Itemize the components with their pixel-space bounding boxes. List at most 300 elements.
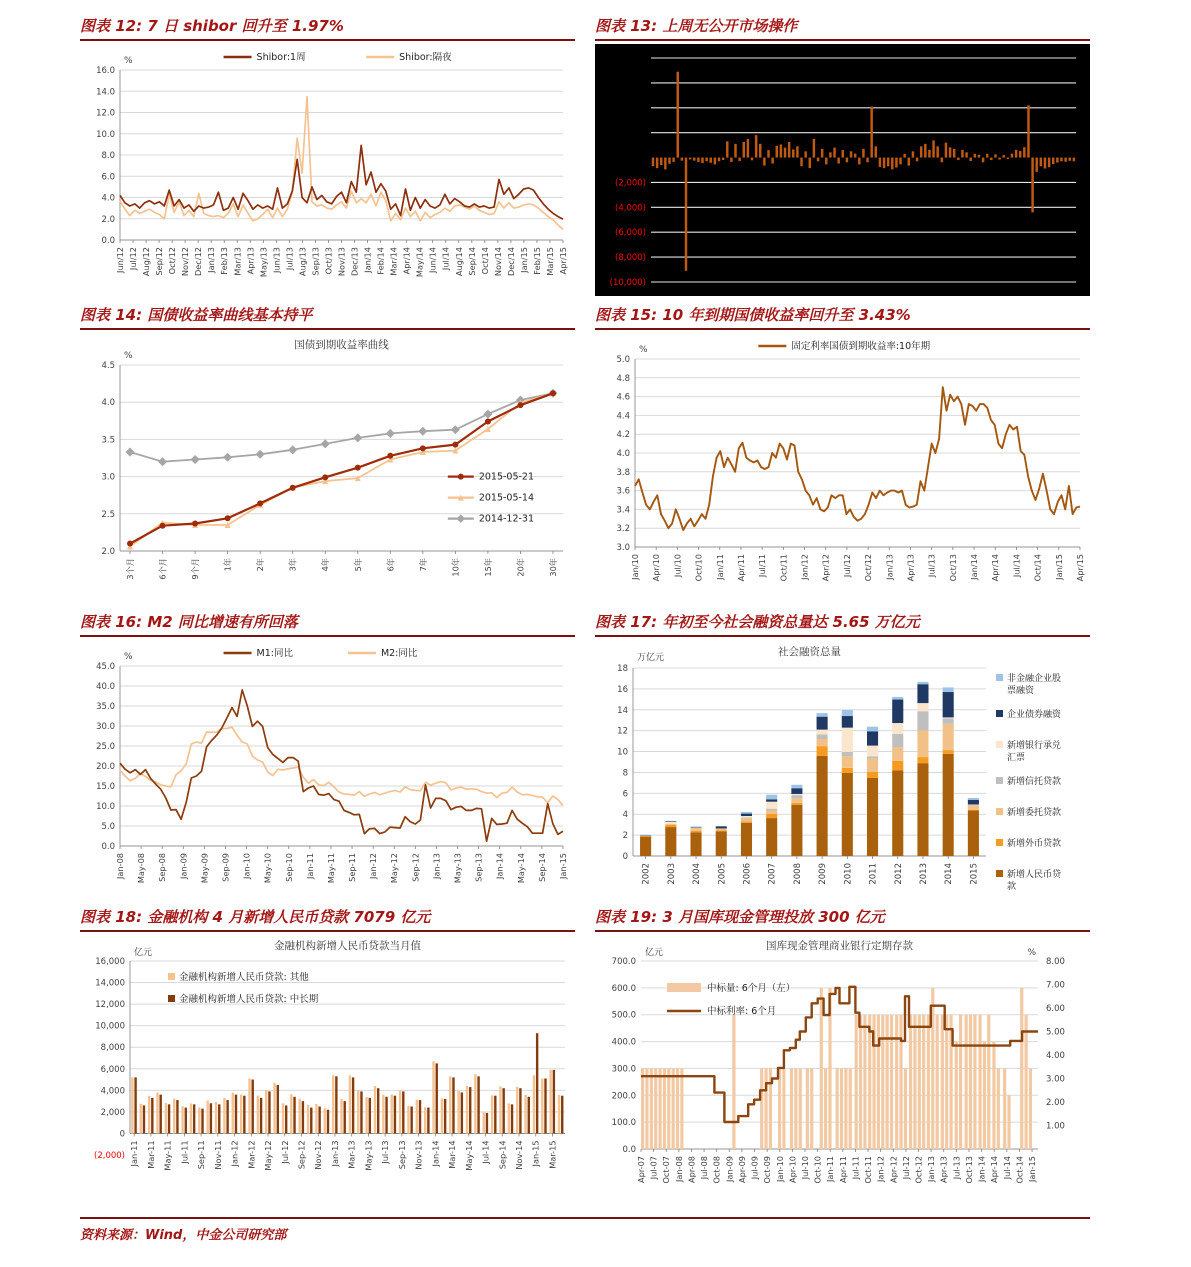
figure-19-block (595, 907, 1090, 1207)
svg-text:Oct/11: Oct/11 (778, 554, 789, 582)
figure-16-title: 图表 16: M2 同比增速有所回落 (80, 612, 575, 637)
svg-text:Jul-13: Jul-13 (380, 1140, 391, 1164)
svg-text:2011: 2011 (868, 863, 879, 885)
svg-text:Jan/10: Jan/10 (630, 554, 640, 580)
svg-text:2009: 2009 (818, 863, 829, 885)
svg-text:M1:同比: M1:同比 (256, 648, 294, 659)
svg-text:4.4: 4.4 (616, 411, 630, 422)
figure-17-title: 图表 17: 年初至今社会融资总量达 5.65 万亿元 (595, 612, 1090, 637)
svg-text:May/14: May/14 (414, 247, 425, 278)
svg-text:Dec/13: Dec/13 (349, 247, 360, 277)
svg-text:Mar/13: Mar/13 (232, 247, 243, 276)
svg-text:Jul/13: Jul/13 (284, 247, 295, 271)
svg-text:0.0: 0.0 (622, 1145, 636, 1155)
svg-text:Jan/13: Jan/13 (884, 554, 895, 580)
svg-text:10: 10 (617, 747, 628, 758)
svg-text:非金融企业股: 非金融企业股 (1007, 674, 1062, 684)
svg-text:款: 款 (1007, 882, 1017, 892)
figure-14-title: 图表 14: 国债收益率曲线基本持平 (80, 305, 575, 330)
svg-text:3.8: 3.8 (616, 467, 630, 478)
svg-text:6,000: 6,000 (100, 1064, 125, 1075)
svg-text:Nov-11: Nov-11 (212, 1140, 223, 1170)
svg-text:4.0: 4.0 (101, 193, 115, 204)
figure-15-title: 图表 15: 10 年到期国债收益率回升至 3.43% (595, 305, 1090, 330)
svg-text:2003: 2003 (666, 863, 677, 885)
svg-text:Jan-09: Jan-09 (178, 853, 189, 879)
svg-text:Apr-07: Apr-07 (636, 1156, 646, 1184)
svg-text:10年: 10年 (450, 558, 461, 577)
svg-text:Jul/12: Jul/12 (128, 247, 139, 271)
svg-text:%: % (124, 652, 133, 662)
svg-text:2010: 2010 (843, 863, 854, 885)
figure-12-chart (80, 44, 575, 296)
svg-text:Oct-09: Oct-09 (762, 1156, 773, 1184)
svg-text:Sep-13: Sep-13 (473, 853, 484, 882)
svg-text:Apr/10: Apr/10 (651, 554, 662, 582)
svg-text:Jan-09: Jan-09 (724, 1156, 735, 1182)
svg-text:Sep/12: Sep/12 (154, 247, 165, 276)
svg-text:Jan-11: Jan-11 (825, 1156, 836, 1182)
svg-text:Aug/13: Aug/13 (297, 247, 308, 277)
svg-text:固定利率国债到期收益率:10年期: 固定利率国债到期收益率:10年期 (791, 341, 931, 352)
svg-text:4.8: 4.8 (616, 373, 630, 384)
svg-text:Oct-11: Oct-11 (863, 1156, 874, 1184)
svg-text:Apr-12: Apr-12 (888, 1156, 899, 1184)
svg-text:Apr-11: Apr-11 (837, 1156, 848, 1184)
svg-text:Sep/14: Sep/14 (466, 247, 477, 276)
svg-text:6.00: 6.00 (1046, 1004, 1065, 1014)
svg-text:600.0: 600.0 (611, 983, 636, 994)
svg-text:Jan/13: Jan/13 (206, 247, 217, 273)
svg-text:8,000: 8,000 (100, 1043, 125, 1054)
svg-text:May-10: May-10 (262, 853, 273, 884)
svg-text:6.0: 6.0 (101, 172, 115, 183)
svg-text:Feb/14: Feb/14 (375, 247, 386, 275)
svg-text:Jul-12: Jul-12 (279, 1140, 290, 1164)
svg-text:Mar-13: Mar-13 (346, 1140, 357, 1169)
svg-text:国债到期收益率曲线: 国债到期收益率曲线 (294, 339, 389, 351)
svg-text:Jul-12: Jul-12 (900, 1156, 911, 1180)
svg-text:10.0: 10.0 (96, 802, 115, 812)
svg-text:Jul/14: Jul/14 (1011, 554, 1022, 578)
svg-text:Mar-11: Mar-11 (145, 1140, 156, 1169)
svg-text:Jan/15: Jan/15 (518, 247, 529, 273)
svg-text:Oct/14: Oct/14 (479, 247, 490, 275)
svg-text:4.00: 4.00 (1046, 1051, 1065, 1061)
svg-text:May-09: May-09 (199, 853, 210, 884)
svg-text:3年: 3年 (287, 558, 298, 572)
svg-text:Jul-11: Jul-11 (850, 1156, 861, 1180)
svg-text:Jan-15: Jan-15 (558, 853, 568, 879)
svg-text:Jul/10: Jul/10 (672, 554, 683, 578)
svg-text:Shibor:隔夜: Shibor:隔夜 (399, 52, 452, 63)
svg-text:Aug/14: Aug/14 (453, 247, 464, 277)
svg-text:15年: 15年 (482, 558, 493, 577)
svg-text:3.0: 3.0 (101, 472, 115, 483)
svg-text:Mar/15: Mar/15 (544, 247, 555, 276)
svg-text:Oct-07: Oct-07 (661, 1156, 672, 1184)
svg-text:8.00: 8.00 (1046, 957, 1065, 967)
svg-text:4.6: 4.6 (616, 392, 630, 403)
svg-text:Apr/11: Apr/11 (735, 554, 746, 582)
svg-text:Jan-13: Jan-13 (329, 1140, 340, 1167)
svg-text:2,000: 2,000 (100, 1107, 125, 1118)
svg-text:3.6: 3.6 (616, 486, 630, 497)
figure-18-block (80, 907, 575, 1207)
svg-text:3个月: 3个月 (125, 558, 135, 580)
figure-13-chart (595, 44, 1090, 296)
figure-13-title: 图表 13: 上周无公开市场操作 (595, 16, 1090, 41)
svg-text:Jan-14: Jan-14 (494, 853, 505, 879)
svg-text:Apr-10: Apr-10 (787, 1156, 798, 1184)
svg-text:汇票: 汇票 (1007, 753, 1026, 763)
svg-text:Jul/11: Jul/11 (757, 554, 768, 578)
svg-text:Jun/13: Jun/13 (271, 247, 282, 273)
svg-text:3.4: 3.4 (616, 505, 630, 516)
svg-text:Mar-12: Mar-12 (246, 1140, 257, 1169)
svg-text:新增外币贷款: 新增外币贷款 (1007, 839, 1062, 849)
svg-text:(2,000): (2,000) (615, 178, 646, 189)
svg-text:Jan/14: Jan/14 (362, 247, 373, 273)
svg-text:Jan-13: Jan-13 (926, 1156, 937, 1182)
data-source: 资料来源：Wind，中金公司研究部 (80, 1228, 287, 1243)
svg-text:4.5: 4.5 (101, 361, 115, 371)
svg-text:Jul/13: Jul/13 (926, 554, 937, 578)
svg-text:新增人民币贷: 新增人民币贷 (1007, 870, 1062, 880)
svg-text:2013: 2013 (918, 863, 929, 885)
svg-text:2015-05-14: 2015-05-14 (478, 492, 535, 504)
svg-text:9个月: 9个月 (190, 558, 201, 580)
svg-text:400.0: 400.0 (611, 1037, 636, 1048)
svg-text:10,000: 10,000 (95, 1021, 125, 1032)
svg-text:Jul/14: Jul/14 (440, 247, 451, 271)
svg-text:Oct/10: Oct/10 (693, 554, 704, 582)
svg-text:16,000: 16,000 (95, 957, 125, 967)
svg-text:Aug/12: Aug/12 (141, 247, 152, 277)
svg-text:Jul/12: Jul/12 (841, 554, 852, 578)
svg-text:Mar-14: Mar-14 (447, 1140, 458, 1169)
svg-text:(2,000): (2,000) (94, 1151, 125, 1161)
figure-14-block (80, 305, 575, 603)
svg-text:3.5: 3.5 (101, 435, 115, 446)
svg-text:Sep-12: Sep-12 (410, 853, 421, 882)
svg-text:7年: 7年 (417, 558, 428, 572)
svg-text:Jul-14: Jul-14 (480, 1140, 491, 1164)
svg-text:Jan-10: Jan-10 (241, 853, 252, 879)
svg-text:10.0: 10.0 (96, 129, 115, 140)
svg-text:5.0: 5.0 (616, 355, 630, 365)
svg-text:8: 8 (622, 768, 628, 779)
svg-text:Jan-15: Jan-15 (530, 1140, 541, 1167)
svg-text:40.0: 40.0 (96, 682, 115, 692)
figure-16-block (80, 612, 575, 898)
svg-text:(4,000): (4,000) (615, 203, 646, 214)
svg-text:4年: 4年 (320, 558, 331, 572)
svg-text:2004: 2004 (692, 863, 703, 885)
svg-text:Oct-10: Oct-10 (812, 1156, 823, 1184)
svg-text:May-14: May-14 (515, 853, 526, 884)
svg-text:Dec/14: Dec/14 (505, 247, 516, 277)
svg-text:8.0: 8.0 (101, 151, 115, 161)
svg-text:Feb/13: Feb/13 (219, 247, 230, 275)
svg-text:%: % (124, 351, 133, 361)
svg-text:Jul-08: Jul-08 (699, 1156, 710, 1180)
svg-text:Oct-14: Oct-14 (1014, 1156, 1025, 1184)
svg-text:3.00: 3.00 (1046, 1074, 1065, 1085)
svg-text:2008: 2008 (792, 863, 803, 885)
svg-text:国库现金管理商业银行定期存款: 国库现金管理商业银行定期存款 (766, 940, 913, 952)
svg-text:16.0: 16.0 (96, 66, 115, 76)
figure-12-title: 图表 12: 7 日 shibor 回升至 1.97% (80, 16, 575, 41)
svg-text:Oct-12: Oct-12 (913, 1156, 924, 1184)
svg-text:中标利率: 6个月: 中标利率: 6个月 (707, 1006, 777, 1017)
svg-text:%: % (1027, 948, 1036, 958)
svg-text:20年: 20年 (515, 558, 526, 577)
figure-18-title: 图表 18: 金融机构 4 月新增人民币贷款 7079 亿元 (80, 907, 575, 932)
svg-text:Sep-14: Sep-14 (497, 1140, 508, 1170)
svg-text:Jul-14: Jul-14 (1001, 1156, 1012, 1180)
svg-text:Jan-11: Jan-11 (304, 853, 315, 879)
svg-text:May-13: May-13 (452, 853, 463, 884)
svg-text:Nov-12: Nov-12 (313, 1140, 324, 1170)
svg-text:May/13: May/13 (258, 247, 269, 278)
svg-text:Apr/12: Apr/12 (820, 554, 831, 582)
svg-text:30.0: 30.0 (96, 722, 115, 732)
svg-text:100.0: 100.0 (611, 1118, 636, 1129)
svg-text:Sep-11: Sep-11 (196, 1140, 207, 1170)
figure-17-block (595, 612, 1090, 898)
svg-text:6年: 6年 (385, 558, 396, 572)
svg-text:15.0: 15.0 (96, 782, 115, 792)
svg-text:1年: 1年 (222, 558, 233, 572)
svg-text:Jun/14: Jun/14 (427, 247, 438, 273)
svg-text:2.5: 2.5 (101, 509, 115, 520)
svg-text:Feb/15: Feb/15 (531, 247, 542, 275)
svg-text:2年: 2年 (255, 558, 266, 572)
svg-text:3.2: 3.2 (616, 524, 630, 535)
svg-text:2.0: 2.0 (101, 214, 115, 225)
svg-text:35.0: 35.0 (96, 702, 115, 712)
svg-text:Nov/14: Nov/14 (492, 247, 503, 277)
svg-text:Apr-13: Apr-13 (938, 1156, 949, 1184)
svg-text:亿元: 亿元 (134, 948, 153, 958)
figure-12-block (80, 16, 575, 296)
svg-text:Oct/13: Oct/13 (947, 554, 958, 582)
svg-text:0: 0 (119, 1129, 125, 1140)
svg-text:5.0: 5.0 (101, 822, 115, 832)
svg-text:(10,000): (10,000) (609, 278, 646, 288)
svg-text:Jul-13: Jul-13 (951, 1156, 962, 1180)
figure-17-chart (595, 640, 1090, 898)
svg-text:Oct/12: Oct/12 (863, 554, 874, 582)
svg-text:Nov-14: Nov-14 (513, 1140, 524, 1170)
svg-text:Mar-15: Mar-15 (547, 1140, 558, 1169)
svg-text:2007: 2007 (767, 863, 778, 885)
svg-text:Apr/13: Apr/13 (245, 247, 256, 275)
svg-text:18: 18 (617, 664, 628, 674)
svg-text:Jan/14: Jan/14 (969, 554, 980, 580)
svg-text:Jan-12: Jan-12 (368, 853, 379, 879)
svg-text:票融资: 票融资 (1007, 686, 1035, 696)
svg-text:Apr-14: Apr-14 (989, 1156, 1000, 1184)
svg-text:Jan-08: Jan-08 (673, 1156, 684, 1182)
svg-text:万亿元: 万亿元 (637, 653, 665, 663)
svg-text:2.0: 2.0 (101, 547, 115, 557)
svg-text:(8,000): (8,000) (615, 253, 646, 264)
svg-text:%: % (124, 56, 133, 66)
svg-text:4.0: 4.0 (101, 398, 115, 409)
svg-text:0.0: 0.0 (101, 236, 115, 246)
svg-text:1.00: 1.00 (1046, 1121, 1065, 1132)
svg-text:Sep-11: Sep-11 (347, 853, 358, 882)
svg-text:30年: 30年 (548, 558, 558, 577)
svg-text:中标量: 6个月（左）: 中标量: 6个月（左） (707, 983, 796, 994)
svg-text:45.0: 45.0 (96, 662, 115, 672)
svg-text:4: 4 (622, 810, 628, 821)
svg-text:Jan/12: Jan/12 (799, 554, 810, 580)
svg-text:Apr-09: Apr-09 (736, 1156, 747, 1184)
svg-text:2015: 2015 (969, 863, 980, 885)
svg-text:Mar/14: Mar/14 (388, 247, 399, 276)
svg-text:Sep-09: Sep-09 (220, 853, 231, 882)
svg-text:Jan-11: Jan-11 (129, 1140, 140, 1167)
svg-text:Jan-14: Jan-14 (976, 1156, 987, 1182)
svg-text:Oct/13: Oct/13 (323, 247, 334, 275)
svg-text:Oct-08: Oct-08 (711, 1156, 722, 1184)
svg-text:14: 14 (617, 705, 628, 716)
svg-text:4.0: 4.0 (616, 449, 630, 459)
svg-text:Jan-10: Jan-10 (774, 1156, 785, 1182)
svg-text:Jan/15: Jan/15 (1053, 554, 1064, 580)
svg-text:Nov/12: Nov/12 (180, 247, 191, 277)
svg-text:亿元: 亿元 (645, 948, 664, 958)
svg-text:14,000: 14,000 (95, 978, 125, 989)
svg-text:May-14: May-14 (463, 1140, 474, 1171)
svg-text:Sep-14: Sep-14 (536, 853, 547, 882)
svg-text:200.0: 200.0 (611, 1091, 636, 1102)
svg-text:7.00: 7.00 (1046, 980, 1065, 991)
svg-text:Shibor:1周: Shibor:1周 (256, 52, 306, 63)
svg-text:May-11: May-11 (162, 1140, 173, 1171)
figure-16-chart (80, 640, 575, 898)
svg-text:Jan/11: Jan/11 (714, 554, 725, 580)
svg-text:2: 2 (622, 831, 628, 842)
svg-text:Sep/13: Sep/13 (310, 246, 321, 276)
svg-text:4,000: 4,000 (100, 1086, 125, 1097)
svg-text:3.0: 3.0 (616, 543, 630, 553)
svg-text:Nov-13: Nov-13 (413, 1140, 424, 1170)
svg-text:300.0: 300.0 (611, 1064, 636, 1075)
svg-text:Apr/15: Apr/15 (1075, 554, 1085, 582)
svg-text:0.0: 0.0 (101, 842, 115, 852)
figure-18-chart (80, 935, 575, 1207)
svg-text:5年: 5年 (352, 558, 363, 572)
svg-text:Apr-08: Apr-08 (686, 1156, 697, 1184)
svg-text:500.0: 500.0 (611, 1010, 636, 1021)
svg-text:金融机构新增人民币贷款: 中长期: 金融机构新增人民币贷款: 中长期 (179, 994, 319, 1005)
svg-text:企业债券融资: 企业债券融资 (1007, 710, 1062, 720)
svg-text:6个月: 6个月 (157, 558, 168, 580)
svg-text:新增委托贷款: 新增委托贷款 (1007, 808, 1062, 818)
svg-text:Oct/14: Oct/14 (1032, 554, 1043, 582)
svg-text:Jun/12: Jun/12 (115, 247, 125, 273)
svg-text:0: 0 (622, 852, 628, 862)
svg-text:新增信托贷款: 新增信托贷款 (1007, 777, 1062, 787)
svg-text:Jul-07: Jul-07 (648, 1156, 659, 1180)
svg-text:12: 12 (617, 726, 628, 737)
svg-text:2005: 2005 (717, 863, 728, 885)
svg-text:5.00: 5.00 (1046, 1027, 1065, 1038)
figure-14-chart (80, 333, 575, 603)
svg-text:%: % (639, 345, 648, 355)
figure-19-title: 图表 19: 3 月国库现金管理投放 300 亿元 (595, 907, 1090, 932)
svg-text:社会融资总量: 社会融资总量 (778, 646, 841, 658)
svg-text:2014: 2014 (944, 863, 955, 885)
svg-text:Oct/12: Oct/12 (167, 247, 178, 275)
svg-text:Sep-13: Sep-13 (396, 1140, 407, 1170)
svg-text:2015-05-21: 2015-05-21 (478, 471, 535, 483)
svg-text:May-13: May-13 (363, 1140, 374, 1171)
svg-text:Jul-09: Jul-09 (749, 1156, 760, 1180)
svg-text:12.0: 12.0 (96, 108, 115, 119)
svg-text:Nov/13: Nov/13 (336, 247, 347, 277)
svg-text:25.0: 25.0 (96, 742, 115, 752)
svg-text:16: 16 (617, 684, 628, 695)
svg-text:20.0: 20.0 (96, 762, 115, 772)
figure-13-block (595, 16, 1090, 296)
svg-text:Apr/15: Apr/15 (558, 247, 568, 275)
svg-text:Jan-15: Jan-15 (1027, 1156, 1038, 1182)
svg-text:4.2: 4.2 (616, 430, 630, 441)
svg-text:2012: 2012 (893, 863, 904, 885)
svg-text:Apr/14: Apr/14 (990, 554, 1001, 582)
svg-text:May-12: May-12 (263, 1140, 274, 1171)
figure-15-chart (595, 333, 1090, 603)
svg-text:Sep-08: Sep-08 (157, 853, 168, 882)
svg-text:金融机构新增人民币贷款当月值: 金融机构新增人民币贷款当月值 (274, 940, 421, 952)
svg-text:2006: 2006 (742, 863, 753, 885)
svg-text:Jan-14: Jan-14 (430, 1140, 441, 1167)
svg-text:6: 6 (622, 789, 628, 800)
figure-15-block (595, 305, 1090, 603)
svg-text:Jan-12: Jan-12 (875, 1156, 886, 1182)
svg-text:新增银行承兑: 新增银行承兑 (1007, 741, 1062, 751)
svg-text:(6,000): (6,000) (615, 228, 646, 239)
svg-text:May-11: May-11 (325, 853, 336, 884)
svg-text:12,000: 12,000 (95, 1000, 125, 1011)
svg-text:Jul-10: Jul-10 (799, 1156, 810, 1180)
svg-text:Jan-08: Jan-08 (115, 853, 125, 879)
svg-text:Dec/12: Dec/12 (193, 247, 204, 277)
svg-text:Oct-13: Oct-13 (963, 1156, 974, 1184)
svg-text:Sep-10: Sep-10 (283, 853, 294, 882)
svg-text:May-08: May-08 (136, 853, 147, 884)
svg-text:2.00: 2.00 (1046, 1098, 1065, 1108)
svg-text:Apr/14: Apr/14 (401, 247, 412, 275)
figure-grid (80, 16, 1090, 1216)
svg-text:2002: 2002 (641, 863, 652, 885)
svg-text:Sep-12: Sep-12 (296, 1140, 307, 1170)
svg-text:700.0: 700.0 (611, 957, 636, 967)
svg-text:Jan-12: Jan-12 (229, 1140, 240, 1167)
svg-text:May-12: May-12 (389, 853, 400, 884)
svg-text:14.0: 14.0 (96, 87, 115, 98)
svg-text:金融机构新增人民币贷款: 其他: 金融机构新增人民币贷款: 其他 (179, 972, 309, 983)
svg-text:Apr/13: Apr/13 (905, 554, 916, 582)
figure-19-chart (595, 935, 1090, 1207)
svg-text:Jan-13: Jan-13 (431, 853, 442, 879)
svg-text:2014-12-31: 2014-12-31 (478, 513, 535, 525)
